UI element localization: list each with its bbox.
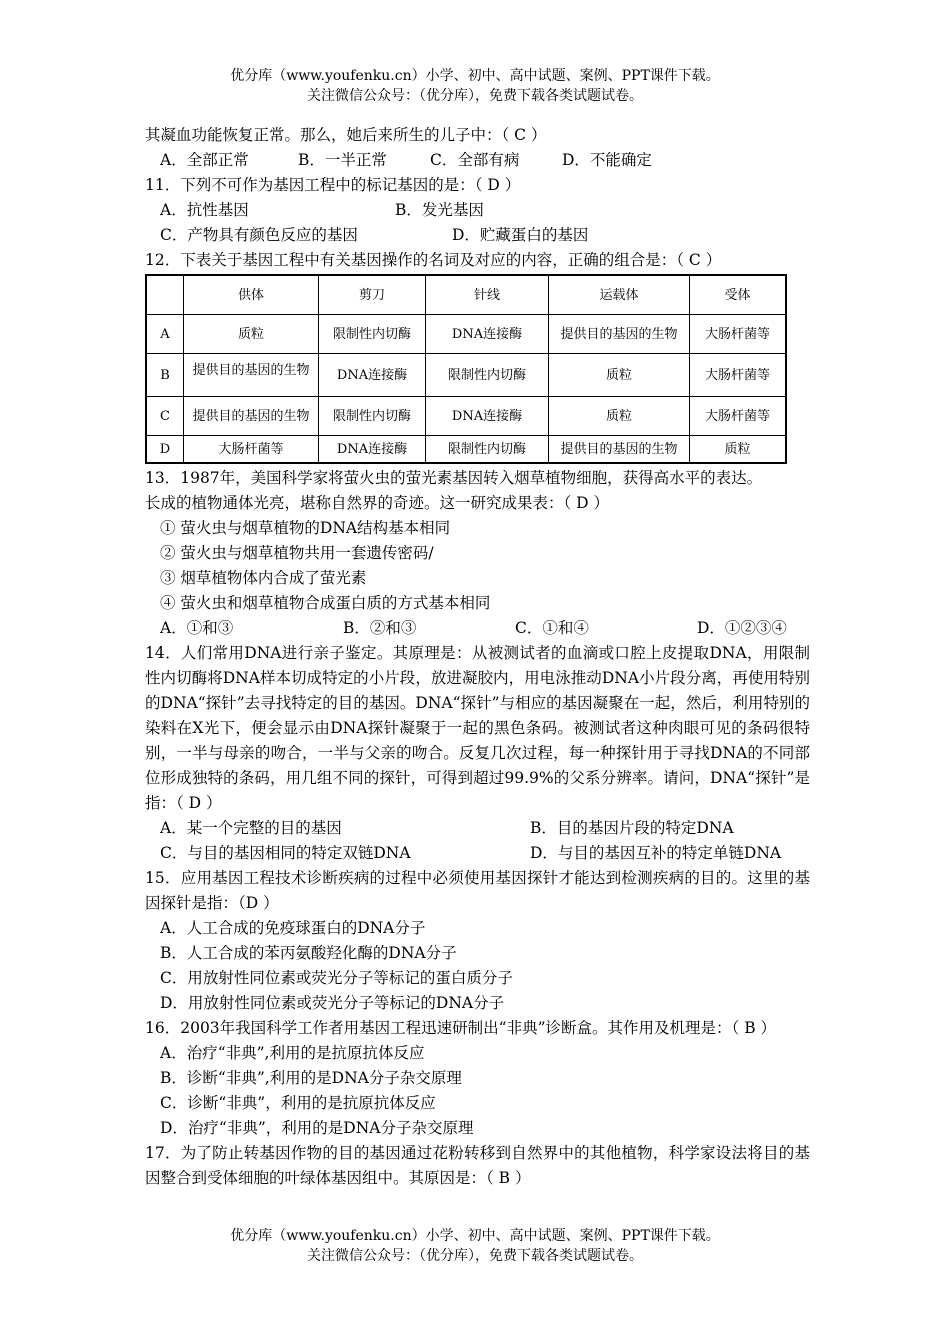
q16-option-d: D．治疗“非典”，利用的是DNA分子杂交原理 bbox=[160, 1119, 474, 1137]
table-cell: 质粒 bbox=[184, 315, 319, 354]
page-header bbox=[0, 66, 950, 106]
q13-option-d: D．①②③④ bbox=[697, 619, 787, 637]
table-cell: 大肠杆菌等 bbox=[690, 397, 787, 436]
q11-stem: 11．下列不可作为基因工程中的标记基因的是：（ D ） bbox=[145, 176, 521, 194]
table-header-cell: 供体 bbox=[184, 275, 319, 315]
q10-options bbox=[145, 148, 810, 173]
q11-option-c: C．产物具有颜色反应的基因 bbox=[160, 226, 358, 244]
q14-option-d: D．与目的基因互补的特定单链DNA bbox=[530, 844, 782, 862]
q15-stem: 15．应用基因工程技术诊断疾病的过程中必须使用基因探针才能达到检测疾病的目的。这里的基因探针是指：（D ） bbox=[145, 869, 810, 912]
table-row bbox=[146, 354, 786, 397]
q16-option-c: C．诊断“非典”，利用的是抗原抗体反应 bbox=[160, 1094, 436, 1112]
table-cell: 大肠杆菌等 bbox=[690, 315, 787, 354]
table-cell: DNA连接酶 bbox=[319, 436, 426, 464]
table-cell: 提供目的基因的生物 bbox=[184, 354, 319, 397]
table-cell: 限制性内切酶 bbox=[426, 436, 549, 464]
q14-option-b: B．目的基因片段的特定DNA bbox=[530, 819, 734, 837]
q12-stem: 12．下表关于基因工程中有关基因操作的名词及对应的内容，正确的组合是：（ C ） bbox=[145, 251, 722, 269]
q10-option-c: C．全部有病 bbox=[430, 151, 520, 169]
q13-option-a: A．①和③ bbox=[160, 619, 234, 637]
q13-stem-line-2: 长成的植物通体光亮，堪称自然界的奇迹。这一研究成果表：（ D ） bbox=[145, 494, 610, 512]
q10-option-a: A．全部正常 bbox=[160, 151, 249, 169]
q11-option-b: B．发光基因 bbox=[395, 201, 484, 219]
table-cell: 限制性内切酶 bbox=[319, 315, 426, 354]
table-cell: 限制性内切酶 bbox=[319, 397, 426, 436]
table-header-cell: 针线 bbox=[426, 275, 549, 315]
q16-option-b: B．诊断“非典”,利用的是DNA分子杂交原理 bbox=[160, 1069, 462, 1087]
footer-line-1: 优分库（www.youfenku.cn）小学、初中、高中试题、案例、PPT课件下载。 bbox=[230, 1228, 720, 1244]
table-row bbox=[146, 397, 786, 436]
table-header-cell: 运载体 bbox=[549, 275, 690, 315]
table-cell: C bbox=[146, 397, 184, 436]
q12-table bbox=[145, 274, 787, 464]
q16-stem: 16．2003年我国科学工作者用基因工程迅速研制出“非典”诊断盒。其作用及机理是：（ B ） bbox=[145, 1019, 777, 1037]
q14-option-c: C．与目的基因相同的特定双链DNA bbox=[160, 844, 411, 862]
table-header-cell bbox=[146, 275, 184, 315]
table-cell: DNA连接酶 bbox=[426, 315, 549, 354]
table-cell: 提供目的基因的生物 bbox=[184, 397, 319, 436]
header-line-1: 优分库（www.youfenku.cn）小学、初中、高中试题、案例、PPT课件下载。 bbox=[230, 68, 720, 84]
q15-option-a: A．人工合成的免疫球蛋白的DNA分子 bbox=[160, 919, 426, 937]
table-cell: 大肠杆菌等 bbox=[184, 436, 319, 464]
header-line-2: 关注微信公众号：（优分库），免费下载各类试题试卷。 bbox=[307, 88, 643, 104]
table-cell: DNA连接酶 bbox=[319, 354, 426, 397]
q11-option-a: A．抗性基因 bbox=[160, 201, 249, 219]
q13-item-3: ③ 烟草植物体内合成了萤光素 bbox=[160, 569, 367, 587]
q11-options-row-2 bbox=[145, 223, 810, 248]
q14-stem: 14．人们常用DNA进行亲子鉴定。其原理是：从被测试者的血滴或口腔上皮提取DNA，用限制性内切酶将DNA样本切成特定的小片段，放进凝胶内，用电泳推动DNA小片段分离，再使用特别的DNA“探针”去寻找特定的目的基因。DNA“探针”与相应的基因凝聚在一起，然后，利用特别的染料在X光下，便会显示由DNA探针凝聚于一起的黑色条码。被测试者这种肉眼可见的条码很特别，一半与母亲的吻合，一半与父亲的吻合。反复几次过程，每一种探针用于寻找DNA的不同部位形成独特的条码，用几组不同的探针，可得到超过99.9%的父系分辨率。请问，DNA“探针”是指：（ D ） bbox=[145, 644, 810, 812]
question-content bbox=[145, 123, 810, 1191]
footer-line-2: 关注微信公众号：（优分库），免费下载各类试题试卷。 bbox=[307, 1248, 643, 1264]
q11-option-d: D．贮藏蛋白的基因 bbox=[452, 226, 589, 244]
table-cell: 质粒 bbox=[549, 397, 690, 436]
table-cell: A bbox=[146, 315, 184, 354]
q10-option-b: B．一半正常 bbox=[298, 151, 387, 169]
q15-option-d: D．用放射性同位素或荧光分子等标记的DNA分子 bbox=[160, 994, 505, 1012]
q10-option-d: D．不能确定 bbox=[562, 151, 652, 169]
q13-options bbox=[145, 616, 810, 641]
q13-stem-line-1: 13．1987年，美国科学家将萤火虫的萤光素基因转入烟草植物细胞，获得高水平的表达。 bbox=[145, 469, 763, 487]
table-header-cell: 受体 bbox=[690, 275, 787, 315]
q13-item-1: ① 萤火虫与烟草植物的DNA结构基本相同 bbox=[160, 519, 451, 537]
page-footer bbox=[0, 1226, 950, 1266]
table-header-row bbox=[146, 275, 786, 315]
table-cell: DNA连接酶 bbox=[426, 397, 549, 436]
table-cell: 大肠杆菌等 bbox=[690, 354, 787, 397]
q14-option-a: A．某一个完整的目的基因 bbox=[160, 819, 342, 837]
q10-stem-tail: 其凝血功能恢复正常。那么，她后来所生的儿子中：（ C ） bbox=[145, 126, 547, 144]
q14-options-row-1 bbox=[145, 816, 810, 841]
table-cell: 质粒 bbox=[690, 436, 787, 464]
table-cell: B bbox=[146, 354, 184, 397]
q15-option-c: C．用放射性同位素或荧光分子等标记的蛋白质分子 bbox=[160, 969, 513, 987]
table-cell: 限制性内切酶 bbox=[426, 354, 549, 397]
table-cell: D bbox=[146, 436, 184, 464]
q14-options-row-2 bbox=[145, 841, 810, 866]
table-cell: 质粒 bbox=[549, 354, 690, 397]
q13-option-b: B．②和③ bbox=[343, 619, 417, 637]
table-cell: 提供目的基因的生物 bbox=[549, 315, 690, 354]
q13-option-c: C．①和④ bbox=[515, 619, 589, 637]
q15-option-b: B．人工合成的苯丙氨酸羟化酶的DNA分子 bbox=[160, 944, 457, 962]
q13-item-2: ② 萤火虫与烟草植物共用一套遗传密码/ bbox=[160, 544, 434, 562]
table-row bbox=[146, 315, 786, 354]
table-cell: 提供目的基因的生物 bbox=[549, 436, 690, 464]
q11-options-row-1 bbox=[145, 198, 810, 223]
q16-option-a: A．治疗“非典”,利用的是抗原抗体反应 bbox=[160, 1044, 425, 1062]
table-row bbox=[146, 436, 786, 464]
q13-item-4: ④ 萤火虫和烟草植物合成蛋白质的方式基本相同 bbox=[160, 594, 491, 612]
q17-stem: 17．为了防止转基因作物的目的基因通过花粉转移到自然界中的其他植物，科学家设法将目的基因整合到受体细胞的叶绿体基因组中。其原因是：（ B ） bbox=[145, 1144, 810, 1187]
table-header-cell: 剪刀 bbox=[319, 275, 426, 315]
